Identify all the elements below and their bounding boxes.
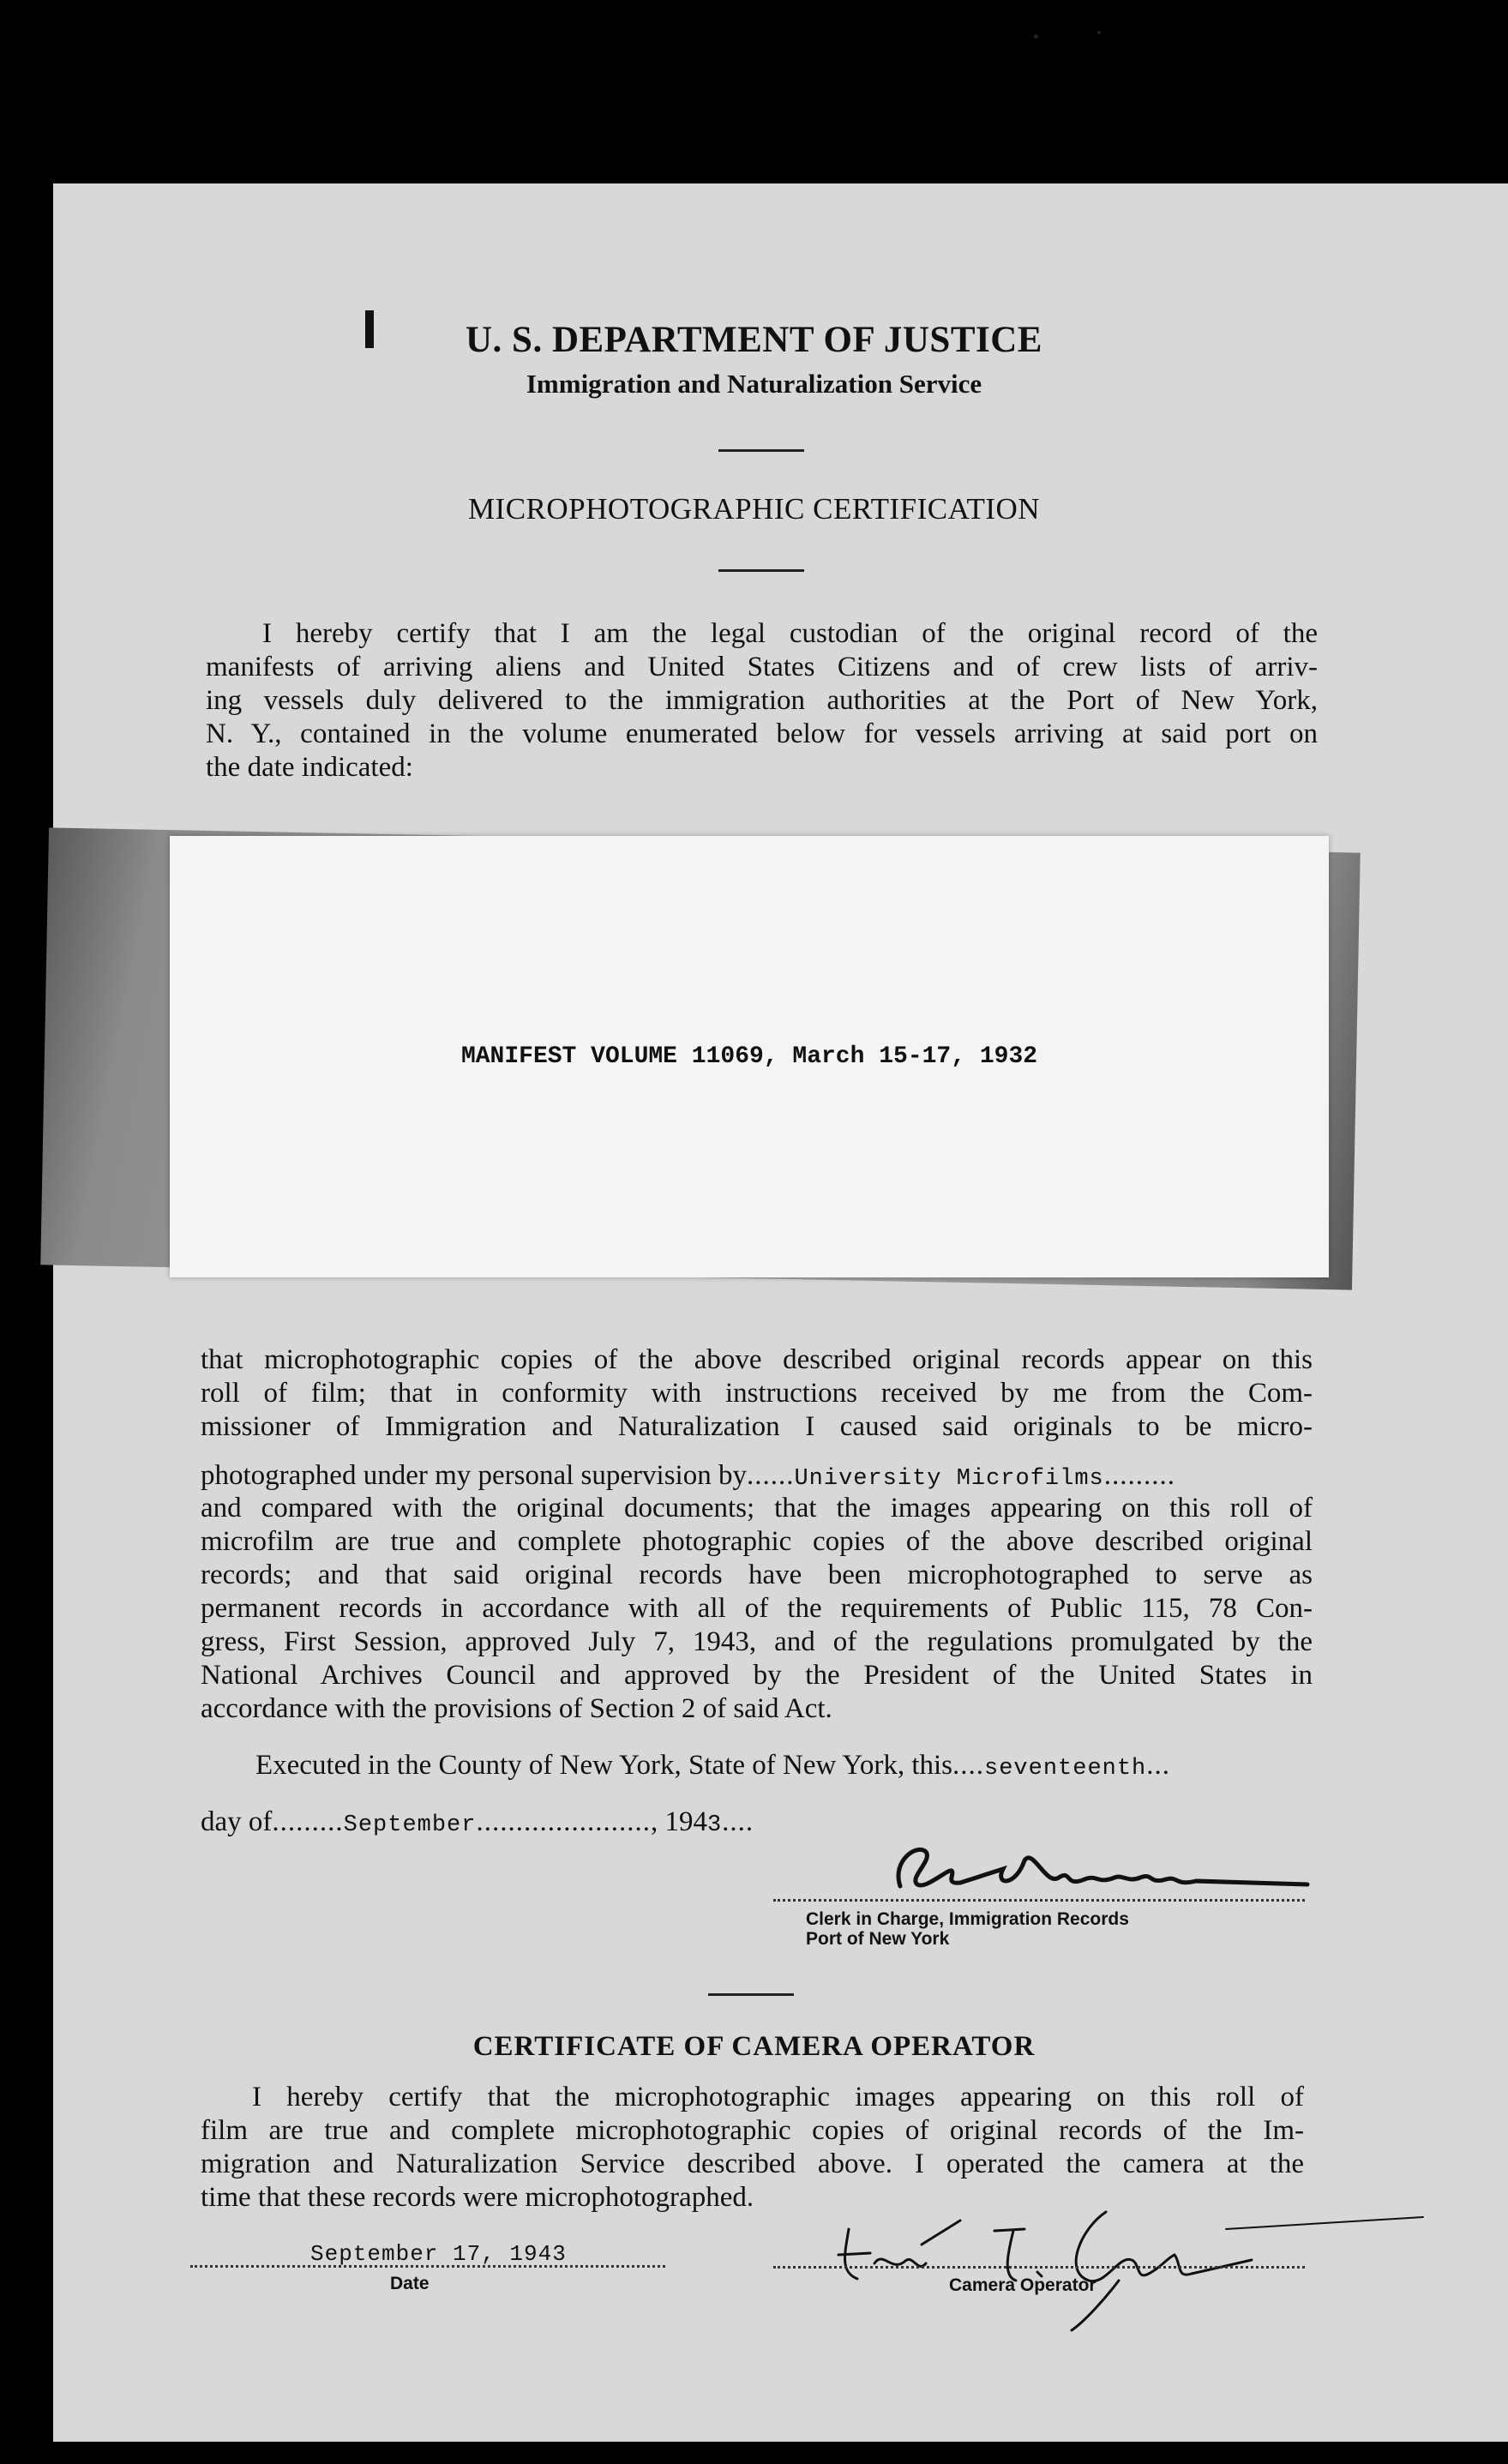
camera-operator-title: CERTIFICATE OF CAMERA OPERATOR — [472, 2031, 1036, 2062]
supervision-prefix: photographed under my personal supervision by — [201, 1460, 747, 1491]
dot-leader: ......... — [272, 1806, 344, 1837]
intro-paragraph — [206, 617, 1318, 784]
dot-leader: ...................... — [476, 1806, 651, 1837]
body-line: that microphotographic copies of the above described original records appear on this — [201, 1344, 1313, 1375]
operator-label: Camera Operator — [949, 2275, 1096, 2295]
body-line: missioner of Immigration and Naturalization I caused said originals to be micro- — [201, 1411, 1313, 1442]
service-subheading: Immigration and Naturalization Service — [526, 369, 982, 399]
film-speck — [1097, 31, 1101, 34]
operator-date-typed: September 17, 1943 — [310, 2241, 567, 2267]
day-typed: seventeenth — [984, 1756, 1147, 1782]
year-digit-typed: 3 — [706, 1812, 723, 1838]
film-speck — [1034, 34, 1038, 39]
body-line: accordance with the provisions of Section 2 of said Act. — [201, 1693, 832, 1724]
department-heading: U. S. DEPARTMENT OF JUSTICE — [465, 320, 1042, 360]
executed-line — [255, 1749, 1170, 1786]
body-line: gress, First Session, approved July 7, 1943, and of the regulations promulgated by the — [201, 1626, 1313, 1657]
camera-line: I hereby certify that the microphotographic images appearing on this roll of — [252, 2082, 1304, 2112]
intro-line: the date indicated: — [206, 752, 413, 783]
intro-line: N. Y., contained in the volume enumerated below for vessels arriving at said port on — [206, 718, 1318, 749]
body-line: and compared with the original documents; that the images appearing on this roll of — [201, 1493, 1313, 1523]
month-typed: September — [343, 1812, 477, 1838]
intro-line: ing vessels duly delivered to the immigration authorities at the Port of New York, — [206, 685, 1318, 716]
dot-leader: ......... — [1103, 1460, 1175, 1491]
section-divider — [708, 1993, 794, 1996]
dot-leader: ... — [1146, 1750, 1171, 1781]
clerk-signature — [866, 1835, 1329, 1903]
manifest-volume-label: MANIFEST VOLUME 11069, March 15-17, 1932 — [460, 1043, 1038, 1070]
camera-operator-signature — [823, 2178, 1440, 2332]
day-of-label: day of — [201, 1806, 273, 1837]
certification-title: MICROPHOTOGRAPHIC CERTIFICATION — [467, 492, 1041, 526]
title-divider — [718, 569, 804, 572]
body-line: roll of film; that in conformity with instructions received by me from the Com- — [201, 1378, 1313, 1409]
microfilm-company-typed: University Microfilms — [794, 1466, 1104, 1492]
clerk-location: Port of New York — [806, 1929, 950, 1949]
date-line — [190, 2265, 665, 2268]
camera-line: film are true and complete microphotographic copies of original records of the Im- — [201, 2115, 1304, 2146]
body-paragraph — [201, 1343, 1313, 1726]
year-prefix: , 194 — [650, 1806, 707, 1837]
clerk-title: Clerk in Charge, Immigration Records — [806, 1909, 1129, 1929]
operator-signature-line — [773, 2266, 1305, 2269]
dot-leader: .... — [952, 1750, 985, 1781]
body-line: microfilm are true and complete photographic copies of the above described original — [201, 1526, 1313, 1557]
body-line: permanent records in accordance with all of the requirements of Public 115, 78 Con- — [201, 1593, 1313, 1624]
intro-line: manifests of arriving aliens and United States Citizens and of crew lists of arriv- — [206, 652, 1318, 682]
executed-prefix: Executed in the County of New York, State of New York, this — [255, 1750, 953, 1781]
dot-leader: .... — [722, 1806, 754, 1837]
camera-line: time that these records were microphotographed. — [201, 2182, 754, 2213]
camera-line: migration and Naturalization Service described above. I operated the camera at the — [201, 2148, 1304, 2179]
clerk-signature-line — [773, 1899, 1305, 1902]
supervision-line — [201, 1444, 1313, 1492]
date-label: Date — [390, 2274, 430, 2293]
dot-leader: ...... — [746, 1460, 795, 1491]
film-mark — [365, 310, 374, 348]
header-divider — [718, 449, 804, 452]
day-of-line — [201, 1806, 754, 1842]
body-line: National Archives Council and approved by the President of the United States in — [201, 1660, 1313, 1691]
body-line: records; and that said original records have been microphotographed to serve as — [201, 1560, 1313, 1590]
intro-line: I hereby certify that I am the legal custodian of the original record of the — [262, 618, 1318, 649]
